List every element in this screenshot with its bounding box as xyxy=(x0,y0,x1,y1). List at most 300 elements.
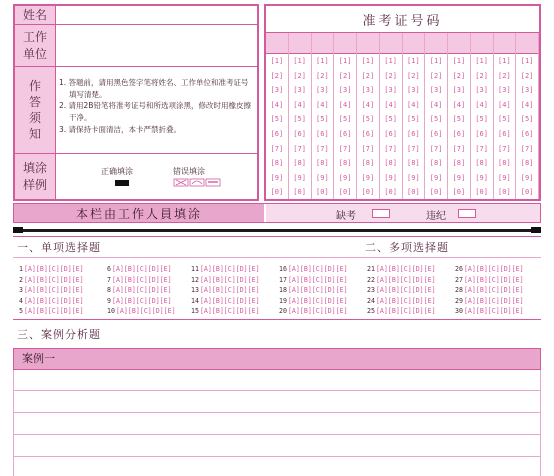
option-bubble[interactable]: [A] xyxy=(199,296,212,305)
option-bubble[interactable]: [D] xyxy=(147,265,160,273)
digit-bubble[interactable]: [8] xyxy=(316,159,329,168)
digit-bubble[interactable]: [9] xyxy=(407,173,420,182)
option-bubble[interactable]: [E] xyxy=(247,307,260,315)
option-bubble[interactable]: [E] xyxy=(247,286,260,294)
question-number: 23 xyxy=(367,286,375,294)
option-bubble[interactable]: [D] xyxy=(59,286,72,294)
digit-bubble[interactable]: [1] xyxy=(293,57,306,65)
question-number: 2 xyxy=(19,275,23,284)
option-bubble[interactable]: [E] xyxy=(423,286,436,294)
option-bubble[interactable]: [B] xyxy=(211,265,224,273)
digit-bubble[interactable]: [4] xyxy=(452,100,466,109)
wrong-fill-marks xyxy=(173,178,223,188)
option-bubble[interactable]: [B] xyxy=(35,296,48,305)
digit-bubble[interactable]: [0] xyxy=(498,188,511,197)
digit-bubble[interactable]: [0] xyxy=(270,188,284,197)
option-bubble[interactable]: [E] xyxy=(335,296,348,305)
digit-bubble[interactable]: [8] xyxy=(293,159,306,168)
option-bubble[interactable]: [D] xyxy=(323,275,336,284)
option-bubble[interactable]: [E] xyxy=(247,275,260,284)
digit-bubble[interactable]: [9] xyxy=(270,173,284,182)
option-bubble[interactable]: [E] xyxy=(423,275,436,284)
digit-bubble[interactable]: [2] xyxy=(475,71,488,80)
option-bubble[interactable]: [E] xyxy=(423,307,436,315)
unit-label: 工作 单位 xyxy=(15,25,56,66)
question-number: 21 xyxy=(367,265,375,273)
digit-bubble[interactable]: [1] xyxy=(338,57,352,65)
digit-bubble[interactable]: [5] xyxy=(361,115,375,124)
option-bubble[interactable]: [C] xyxy=(223,286,236,294)
digit-bubble[interactable]: [9] xyxy=(475,173,488,182)
digit-bubble[interactable]: [2] xyxy=(338,71,352,80)
option-bubble[interactable]: [A] xyxy=(287,286,300,294)
exam-digit-write-box[interactable] xyxy=(334,33,356,54)
option-bubble[interactable]: [C] xyxy=(487,307,500,315)
option-bubble[interactable]: [A] xyxy=(463,296,476,305)
option-bubble[interactable]: [B] xyxy=(475,265,488,273)
digit-bubble[interactable]: [6] xyxy=(338,129,352,138)
option-bubble[interactable]: [C] xyxy=(47,265,60,273)
digit-bubble[interactable]: [6] xyxy=(520,129,534,138)
digit-bubble[interactable]: [8] xyxy=(338,159,352,168)
digit-bubble[interactable]: [3] xyxy=(452,86,466,95)
option-bubble[interactable]: [B] xyxy=(211,307,224,315)
digit-bubble[interactable]: [9] xyxy=(452,173,466,182)
digit-bubble[interactable]: [6] xyxy=(293,129,306,138)
option-bubble[interactable]: [A] xyxy=(375,275,388,284)
option-bubble[interactable]: [E] xyxy=(247,265,260,273)
option-bubble[interactable]: [C] xyxy=(487,275,500,284)
option-bubble[interactable]: [E] xyxy=(335,286,348,294)
digit-bubble[interactable]: [0] xyxy=(316,188,329,197)
exam-digit-write-box[interactable] xyxy=(516,33,538,54)
digit-bubble[interactable]: [5] xyxy=(270,115,284,124)
option-bubble[interactable]: [B] xyxy=(211,275,224,284)
option-bubble[interactable]: [B] xyxy=(123,296,136,305)
option-bubble[interactable]: [B] xyxy=(35,286,48,294)
option-bubble[interactable]: [B] xyxy=(475,296,488,305)
option-bubble[interactable]: [B] xyxy=(475,275,488,284)
option-bubble[interactable]: [A] xyxy=(23,307,36,315)
digit-bubble[interactable]: [6] xyxy=(316,129,329,138)
option-bubble[interactable]: [E] xyxy=(423,265,436,273)
digit-bubble[interactable]: [1] xyxy=(520,57,534,65)
option-bubble[interactable]: [D] xyxy=(411,265,424,273)
exam-digit-write-box[interactable] xyxy=(425,33,447,54)
digit-bubble[interactable]: [0] xyxy=(452,188,466,197)
digit-bubble[interactable]: [6] xyxy=(429,129,443,138)
option-bubble[interactable]: [A] xyxy=(199,265,212,273)
option-bubble[interactable]: [D] xyxy=(499,275,512,284)
digit-bubble[interactable]: [6] xyxy=(384,129,397,138)
digit-bubble[interactable]: [4] xyxy=(293,100,306,109)
option-bubble[interactable]: [C] xyxy=(223,296,236,305)
option-bubble[interactable]: [D] xyxy=(411,296,424,305)
option-bubble[interactable]: [A] xyxy=(375,307,388,315)
digit-bubble[interactable]: [0] xyxy=(407,188,420,197)
exam-digit-write-box[interactable] xyxy=(289,33,311,54)
exam-digit-write-box[interactable] xyxy=(494,33,516,54)
option-bubble[interactable]: [E] xyxy=(423,296,436,305)
option-bubble[interactable]: [D] xyxy=(235,286,248,294)
digit-bubble[interactable]: [2] xyxy=(452,71,466,80)
digit-bubble[interactable]: [0] xyxy=(338,188,352,197)
option-bubble[interactable]: [E] xyxy=(335,265,348,273)
digit-bubble[interactable]: [2] xyxy=(316,71,329,80)
option-bubble[interactable]: [C] xyxy=(311,307,324,315)
digit-bubble[interactable]: [0] xyxy=(520,188,534,197)
digit-bubble[interactable]: [0] xyxy=(293,188,306,197)
digit-bubble[interactable]: [4] xyxy=(429,100,443,109)
digit-bubble[interactable]: [5] xyxy=(475,115,488,124)
question-row xyxy=(107,307,176,315)
digit-bubble[interactable]: [5] xyxy=(384,115,397,124)
option-bubble[interactable]: [D] xyxy=(151,307,164,315)
digit-bubble[interactable]: [3] xyxy=(520,86,534,95)
option-bubble[interactable]: [D] xyxy=(235,307,248,315)
alignment-line xyxy=(23,229,531,232)
option-bubble[interactable]: [D] xyxy=(411,286,424,294)
digit-bubble[interactable]: [4] xyxy=(338,100,352,109)
digit-bubble[interactable]: [9] xyxy=(338,173,352,182)
option-bubble[interactable]: [D] xyxy=(323,265,336,273)
digit-bubble[interactable]: [8] xyxy=(384,159,397,168)
digit-bubble[interactable]: [8] xyxy=(475,159,488,168)
option-bubble[interactable]: [E] xyxy=(511,286,524,294)
exam-number-box xyxy=(264,4,541,201)
digit-bubble[interactable]: [7] xyxy=(429,144,443,153)
digit-bubble[interactable]: [6] xyxy=(361,129,375,138)
violation-checkbox[interactable] xyxy=(458,209,476,218)
option-bubble[interactable]: [C] xyxy=(223,307,236,315)
option-bubble[interactable]: [B] xyxy=(211,296,224,305)
option-bubble[interactable]: [C] xyxy=(399,307,412,315)
option-bubble[interactable]: [C] xyxy=(487,286,500,294)
option-bubble[interactable]: [E] xyxy=(511,296,524,305)
option-bubble[interactable]: [B] xyxy=(387,275,400,284)
digit-bubble[interactable]: [7] xyxy=(498,144,511,153)
digit-bubble[interactable]: [5] xyxy=(338,115,352,124)
option-bubble[interactable]: [B] xyxy=(299,286,312,294)
digit-bubble[interactable]: [3] xyxy=(270,86,284,95)
question-row xyxy=(367,265,436,273)
digit-bubble[interactable]: [9] xyxy=(498,173,511,182)
option-bubble[interactable]: [E] xyxy=(335,307,348,315)
option-bubble[interactable]: [E] xyxy=(159,265,172,273)
digit-bubble[interactable]: [2] xyxy=(520,71,534,80)
digit-bubble[interactable]: [5] xyxy=(452,115,466,124)
option-bubble[interactable]: [A] xyxy=(23,286,36,294)
option-bubble[interactable]: [B] xyxy=(299,265,312,273)
digit-bubble[interactable]: [4] xyxy=(384,100,397,109)
option-bubble[interactable]: [D] xyxy=(59,307,72,315)
option-bubble[interactable]: [E] xyxy=(71,307,84,315)
option-bubble[interactable]: [E] xyxy=(247,296,260,305)
option-bubble[interactable]: [B] xyxy=(35,275,48,284)
option-bubble[interactable]: [D] xyxy=(323,307,336,315)
option-bubble[interactable]: [B] xyxy=(211,286,224,294)
option-bubble[interactable]: [A] xyxy=(287,296,300,305)
exam-digit-write-box[interactable] xyxy=(448,33,470,54)
digit-bubble[interactable]: [3] xyxy=(407,86,420,95)
option-bubble[interactable]: [C] xyxy=(487,296,500,305)
option-bubble[interactable]: [A] xyxy=(111,265,124,273)
option-bubble[interactable]: [A] xyxy=(111,286,124,294)
digit-bubble[interactable]: [4] xyxy=(498,100,511,109)
option-bubble[interactable]: [C] xyxy=(135,286,148,294)
digit-bubble[interactable]: [4] xyxy=(361,100,375,109)
digit-bubble[interactable]: [6] xyxy=(407,129,420,138)
digit-bubble[interactable]: [5] xyxy=(293,115,306,124)
option-bubble[interactable]: [B] xyxy=(299,275,312,284)
digit-bubble[interactable]: [3] xyxy=(316,86,329,95)
option-bubble[interactable]: [C] xyxy=(47,307,60,315)
exam-digit-write-box[interactable] xyxy=(357,33,379,54)
digit-bubble[interactable]: [5] xyxy=(429,115,443,124)
option-bubble[interactable]: [E] xyxy=(71,296,84,305)
digit-bubble[interactable]: [1] xyxy=(498,57,511,65)
exam-digit-write-box[interactable] xyxy=(380,33,402,54)
digit-bubble[interactable]: [7] xyxy=(407,144,420,153)
option-bubble[interactable]: [C] xyxy=(223,275,236,284)
question-row xyxy=(191,265,260,273)
option-bubble[interactable]: [D] xyxy=(499,265,512,273)
digit-bubble[interactable]: [6] xyxy=(452,129,466,138)
digit-bubble[interactable]: [0] xyxy=(429,188,443,197)
option-bubble[interactable]: [E] xyxy=(159,275,172,284)
digit-bubble[interactable]: [3] xyxy=(293,86,306,95)
digit-bubble[interactable]: [3] xyxy=(429,86,443,95)
exam-digit-write-box[interactable] xyxy=(266,33,288,54)
name-field[interactable] xyxy=(56,6,257,24)
digit-bubble[interactable]: [1] xyxy=(429,57,443,65)
digit-bubble[interactable]: [1] xyxy=(270,57,284,65)
option-bubble[interactable]: [E] xyxy=(335,275,348,284)
digit-bubble[interactable]: [9] xyxy=(384,173,397,182)
digit-bubble[interactable]: [6] xyxy=(498,129,511,138)
option-bubble[interactable]: [B] xyxy=(123,265,136,273)
digit-bubble[interactable]: [7] xyxy=(338,144,352,153)
fill-sample xyxy=(55,154,257,199)
option-bubble[interactable]: [C] xyxy=(139,307,152,315)
option-bubble[interactable]: [A] xyxy=(199,307,212,315)
digit-bubble[interactable]: [3] xyxy=(384,86,397,95)
option-bubble[interactable]: [D] xyxy=(499,307,512,315)
option-bubble[interactable]: [A] xyxy=(23,275,36,284)
digit-bubble[interactable]: [5] xyxy=(520,115,534,124)
digit-bubble[interactable]: [7] xyxy=(270,144,284,153)
option-bubble[interactable]: [C] xyxy=(135,296,148,305)
option-bubble[interactable]: [E] xyxy=(511,275,524,284)
digit-bubble[interactable]: [3] xyxy=(498,86,511,95)
option-bubble[interactable]: [B] xyxy=(387,296,400,305)
digit-bubble[interactable]: [7] xyxy=(520,144,534,153)
digit-bubble[interactable]: [2] xyxy=(498,71,511,80)
digit-bubble[interactable]: [4] xyxy=(407,100,420,109)
digit-bubble[interactable]: [1] xyxy=(384,57,397,65)
option-bubble[interactable]: [C] xyxy=(399,275,412,284)
option-bubble[interactable]: [C] xyxy=(311,265,324,273)
option-bubble[interactable]: [B] xyxy=(35,307,48,315)
digit-bubble[interactable]: [2] xyxy=(270,71,284,80)
option-bubble[interactable]: [D] xyxy=(59,265,72,273)
option-bubble[interactable]: [A] xyxy=(199,286,212,294)
option-bubble[interactable]: [A] xyxy=(375,296,388,305)
digit-bubble[interactable]: [8] xyxy=(429,159,443,168)
option-bubble[interactable]: [A] xyxy=(287,307,300,315)
digit-bubble[interactable]: [2] xyxy=(407,71,420,80)
digit-bubble[interactable]: [1] xyxy=(475,57,488,65)
option-bubble[interactable]: [D] xyxy=(499,296,512,305)
option-bubble[interactable]: [A] xyxy=(287,275,300,284)
option-bubble[interactable]: [E] xyxy=(163,307,176,315)
digit-bubble[interactable]: [4] xyxy=(316,100,329,109)
option-bubble[interactable]: [B] xyxy=(299,296,312,305)
option-bubble[interactable]: [B] xyxy=(387,286,400,294)
digit-bubble[interactable]: [7] xyxy=(361,144,375,153)
digit-bubble[interactable]: [5] xyxy=(407,115,420,124)
option-bubble[interactable]: [C] xyxy=(399,296,412,305)
exam-digit-write-box[interactable] xyxy=(403,33,425,54)
digit-bubble[interactable]: [7] xyxy=(384,144,397,153)
option-bubble[interactable]: [D] xyxy=(59,296,72,305)
option-bubble[interactable]: [A] xyxy=(23,296,36,305)
option-bubble[interactable]: [D] xyxy=(235,275,248,284)
option-bubble[interactable]: [D] xyxy=(411,307,424,315)
digit-bubble[interactable]: [1] xyxy=(407,57,420,65)
option-bubble[interactable]: [D] xyxy=(235,265,248,273)
option-bubble[interactable]: [D] xyxy=(59,275,72,284)
option-bubble[interactable]: [D] xyxy=(147,275,160,284)
digit-bubble[interactable]: [8] xyxy=(361,159,375,168)
digit-bubble[interactable]: [2] xyxy=(293,71,306,80)
option-bubble[interactable]: [A] xyxy=(23,265,36,273)
digit-bubble[interactable]: [9] xyxy=(361,173,375,182)
option-bubble[interactable]: [B] xyxy=(387,307,400,315)
digit-bubble[interactable]: [7] xyxy=(316,144,329,153)
digit-bubble[interactable]: [7] xyxy=(452,144,466,153)
option-bubble[interactable]: [A] xyxy=(463,286,476,294)
option-bubble[interactable]: [C] xyxy=(47,275,60,284)
digit-bubble[interactable]: [6] xyxy=(270,129,284,138)
digit-bubble[interactable]: [9] xyxy=(429,173,443,182)
option-bubble[interactable]: [A] xyxy=(463,307,476,315)
option-bubble[interactable]: [C] xyxy=(311,296,324,305)
option-bubble[interactable]: [C] xyxy=(223,265,236,273)
option-bubble[interactable]: [E] xyxy=(159,286,172,294)
option-bubble[interactable]: [E] xyxy=(511,265,524,273)
digit-bubble[interactable]: [7] xyxy=(475,144,488,153)
option-bubble[interactable]: [C] xyxy=(135,265,148,273)
digit-bubble[interactable]: [1] xyxy=(452,57,466,65)
digit-bubble[interactable]: [8] xyxy=(452,159,466,168)
option-bubble[interactable]: [B] xyxy=(475,286,488,294)
digit-bubble[interactable]: [6] xyxy=(475,129,488,138)
option-bubble[interactable]: [C] xyxy=(311,286,324,294)
option-bubble[interactable]: [D] xyxy=(147,296,160,305)
option-bubble[interactable]: [A] xyxy=(111,275,124,284)
digit-bubble[interactable]: [0] xyxy=(475,188,488,197)
absent-checkbox[interactable] xyxy=(372,209,390,218)
digit-bubble[interactable]: [8] xyxy=(498,159,511,168)
option-bubble[interactable]: [D] xyxy=(323,286,336,294)
digit-bubble[interactable]: [3] xyxy=(361,86,375,95)
digit-bubble[interactable]: [9] xyxy=(293,173,306,182)
digit-bubble[interactable]: [1] xyxy=(361,57,375,65)
digit-bubble[interactable]: [0] xyxy=(384,188,397,197)
alignment-mark-right xyxy=(531,227,541,233)
digit-bubble[interactable]: [3] xyxy=(475,86,488,95)
option-bubble[interactable]: [B] xyxy=(299,307,312,315)
option-bubble[interactable]: [A] xyxy=(199,275,212,284)
digit-bubble[interactable]: [5] xyxy=(498,115,511,124)
option-bubble[interactable]: [C] xyxy=(311,275,324,284)
option-bubble[interactable]: [A] xyxy=(463,275,476,284)
option-bubble[interactable]: [D] xyxy=(147,286,160,294)
digit-bubble[interactable]: [4] xyxy=(270,100,284,109)
digit-bubble[interactable]: [2] xyxy=(429,71,443,80)
option-bubble[interactable]: [C] xyxy=(399,265,412,273)
digit-bubble[interactable]: [4] xyxy=(475,100,488,109)
option-bubble[interactable]: [E] xyxy=(159,296,172,305)
option-bubble[interactable]: [B] xyxy=(387,265,400,273)
exam-digit-write-box[interactable] xyxy=(312,33,334,54)
option-bubble[interactable]: [E] xyxy=(511,307,524,315)
option-bubble[interactable]: [B] xyxy=(35,265,48,273)
option-bubble[interactable]: [A] xyxy=(115,307,128,315)
digit-bubble[interactable]: [2] xyxy=(384,71,397,80)
digit-bubble[interactable]: [9] xyxy=(316,173,329,182)
option-bubble[interactable]: [C] xyxy=(135,275,148,284)
option-bubble[interactable]: [E] xyxy=(71,265,84,273)
question-number: 15 xyxy=(191,307,199,315)
option-bubble[interactable]: [B] xyxy=(127,307,140,315)
question-row xyxy=(107,265,172,273)
option-bubble[interactable]: [A] xyxy=(463,265,476,273)
option-bubble[interactable]: [E] xyxy=(71,275,84,284)
exam-digit-write-box[interactable] xyxy=(471,33,493,54)
digit-bubble[interactable]: [2] xyxy=(361,71,375,80)
option-bubble[interactable]: [D] xyxy=(499,286,512,294)
digit-bubble[interactable]: [8] xyxy=(520,159,534,168)
digit-bubble[interactable]: [3] xyxy=(338,86,352,95)
option-bubble[interactable]: [B] xyxy=(475,307,488,315)
option-bubble[interactable]: [C] xyxy=(399,286,412,294)
option-bubble[interactable]: [D] xyxy=(323,296,336,305)
digit-bubble[interactable]: [1] xyxy=(316,57,329,65)
option-bubble[interactable]: [D] xyxy=(235,296,248,305)
digit-bubble[interactable]: [5] xyxy=(316,115,329,124)
digit-bubble[interactable]: [8] xyxy=(407,159,420,168)
digit-bubble[interactable]: [8] xyxy=(270,159,284,168)
option-bubble[interactable]: [B] xyxy=(123,286,136,294)
option-bubble[interactable]: [C] xyxy=(487,265,500,273)
digit-bubble[interactable]: [9] xyxy=(520,173,534,182)
digit-bubble[interactable]: [7] xyxy=(293,144,306,153)
digit-bubble[interactable]: [4] xyxy=(520,100,534,109)
digit-bubble[interactable]: [0] xyxy=(361,188,375,197)
option-bubble[interactable]: [D] xyxy=(411,275,424,284)
option-bubble[interactable]: [B] xyxy=(123,275,136,284)
option-bubble[interactable]: [C] xyxy=(47,296,60,305)
option-bubble[interactable]: [A] xyxy=(375,265,388,273)
option-bubble[interactable]: [E] xyxy=(71,286,84,294)
option-bubble[interactable]: [C] xyxy=(47,286,60,294)
option-bubble[interactable]: [A] xyxy=(375,286,388,294)
option-bubble[interactable]: [A] xyxy=(111,296,124,305)
option-bubble[interactable]: [A] xyxy=(287,265,300,273)
unit-field[interactable] xyxy=(56,25,257,66)
